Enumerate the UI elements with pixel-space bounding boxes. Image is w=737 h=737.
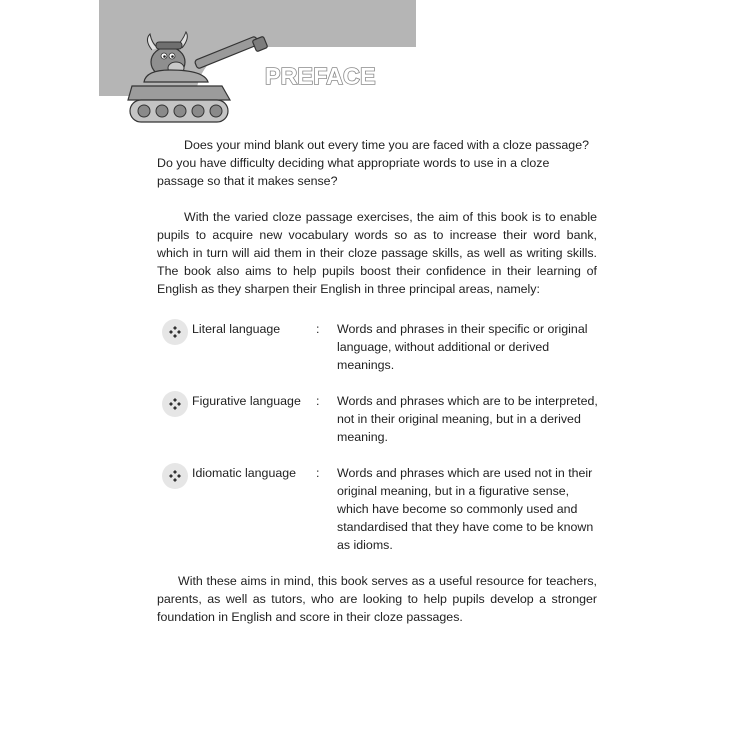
definition-item bbox=[162, 391, 602, 463]
definition-term: Figurative language bbox=[192, 394, 301, 408]
definition-list bbox=[162, 319, 602, 553]
definition-text: Words and phrases in their specific or original language, without additional or derived meanings. bbox=[337, 322, 588, 372]
definition-term: Literal language bbox=[192, 322, 281, 336]
bull-in-tank-mascot-icon bbox=[126, 30, 276, 130]
definition-text: Words and phrases which are to be interpreted, not in their original meaning, but in a derived meaning. bbox=[337, 394, 598, 444]
four-diamond-bullet-icon bbox=[162, 319, 188, 345]
intro-paragraph-2: With the varied cloze passage exercises, the aim of this book is to enable pupils to acquire new vocabulary words so as to increase their word bank, which in turn will aid them in their cloze passage skills, as well as writing skills. The book also aims to help pupils boost their confidence in their learning of English as they sharpen their English in three principal areas, namely: bbox=[157, 210, 597, 296]
four-diamond-bullet-icon bbox=[162, 391, 188, 417]
definition-separator: : bbox=[316, 394, 320, 408]
closing-paragraph: With these aims in mind, this book serves as a useful resource for teachers, parents, as well as tutors, who are looking to help pupils develop a stronger foundation in English and score in their cloze passages. bbox=[157, 574, 597, 624]
page-title: PREFACE bbox=[265, 63, 376, 89]
definition-item bbox=[162, 463, 602, 553]
definition-item bbox=[162, 319, 602, 391]
intro-paragraph-1: Does your mind blank out every time you are faced with a cloze passage? Do you have difficulty deciding what appropriate words to use in a cloze passage so that it makes sense? bbox=[157, 138, 589, 188]
definition-separator: : bbox=[316, 322, 320, 336]
definition-term: Idiomatic language bbox=[192, 466, 297, 480]
definition-text: Words and phrases which are used not in their original meaning, but in a figurative sense, which have become so commonly used and standardised that they have come to be known as idioms. bbox=[337, 466, 594, 552]
four-diamond-bullet-icon bbox=[162, 463, 188, 489]
definition-separator: : bbox=[316, 466, 320, 480]
